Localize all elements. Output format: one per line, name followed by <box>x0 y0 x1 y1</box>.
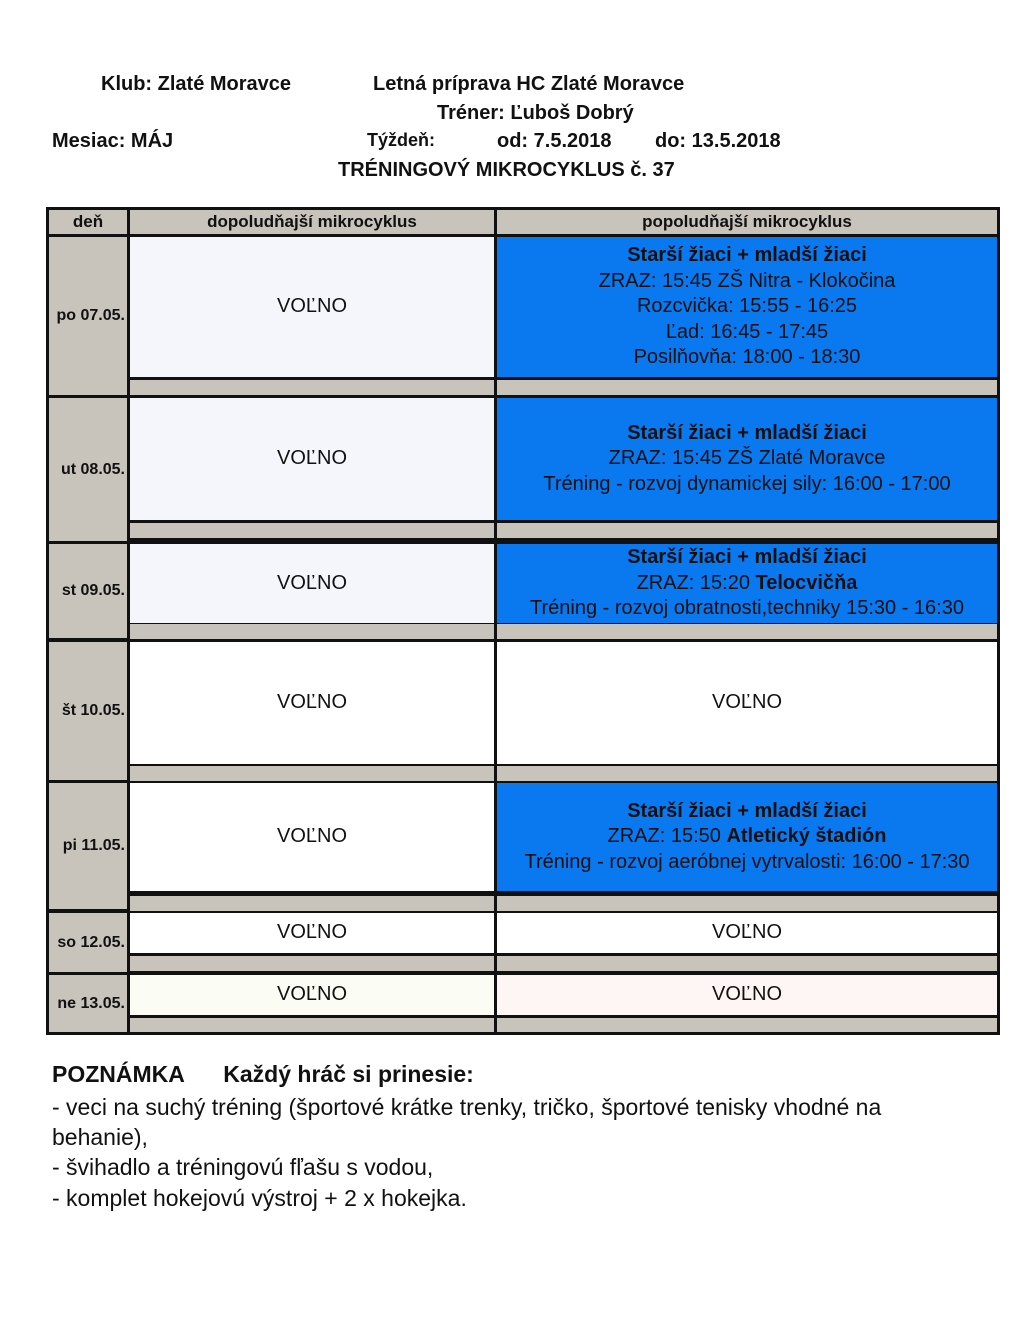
row-strip <box>130 1018 494 1032</box>
row-strip <box>130 380 494 395</box>
am-text: VOĽNO <box>276 447 348 470</box>
row-strip <box>497 956 997 971</box>
am-text: VOĽNO <box>276 825 348 848</box>
group-title: Starší žiaci + mladší žiaci <box>627 421 867 444</box>
am-cell <box>130 642 494 764</box>
note-line: behanie), <box>52 1124 148 1150</box>
note-line: - švihadlo a tréningovú fľašu s vodou, <box>52 1154 434 1180</box>
row-strip <box>130 896 494 911</box>
pm-meeting-line <box>608 824 887 850</box>
note-intro: Každý hráč si prinesie: <box>223 1061 474 1087</box>
day-cell <box>49 398 127 541</box>
row-strip <box>130 523 494 538</box>
pm-line: ZRAZ: 15:45 ZŠ Zlaté Moravce <box>608 447 886 470</box>
pm-cell <box>497 783 997 891</box>
week-from: od: 7.5.2018 <box>497 130 612 152</box>
am-cell <box>130 398 494 520</box>
pm-cell <box>497 913 997 953</box>
pm-cell <box>497 642 997 764</box>
pm-line: Tréning - rozvoj dynamickej sily: 16:00 - 17:00 <box>543 472 951 495</box>
camp-title: Letná príprava HC Zlaté Moravce <box>373 73 685 95</box>
row-strip <box>497 896 997 911</box>
meeting-time: ZRAZ: 15:50 <box>607 825 721 848</box>
am-cell <box>130 913 494 953</box>
group-title: Starší žiaci + mladší žiaci <box>627 546 867 569</box>
am-cell <box>130 544 494 623</box>
pm-line: Tréning - rozvoj aeróbnej vytrvalosti: 16:00 - 17:30 <box>524 850 970 873</box>
note-line: - veci na suchý tréning (športové krátke trenky, tričko, športové tenisky vhodné na <box>52 1094 882 1120</box>
day-cell <box>49 913 127 972</box>
am-text: VOĽNO <box>276 571 348 594</box>
week-label: Týždeň: <box>367 130 436 150</box>
pm-line: Posilňovňa: 18:00 - 18:30 <box>633 346 861 369</box>
am-cell <box>130 975 494 1015</box>
col-header-am: dopoludňajší mikrocyklus <box>130 210 494 235</box>
pm-line: Tréning - rozvoj obratnosti,techniky 15:30 - 16:30 <box>530 597 964 620</box>
am-text: VOĽNO <box>276 983 348 1006</box>
day-label: so 12.05. <box>57 933 125 951</box>
group-title: Starší žiaci + mladší žiaci <box>627 244 867 267</box>
row-strip <box>497 380 997 395</box>
col-header-pm: popoludňajší mikrocyklus <box>497 210 997 235</box>
pm-text: VOĽNO <box>711 921 783 944</box>
microcycle-title: TRÉNINGOVÝ MIKROCYKLUS č. 37 <box>338 159 675 181</box>
pm-cell <box>497 975 997 1015</box>
am-text: VOĽNO <box>276 921 348 944</box>
am-text: VOĽNO <box>276 295 348 318</box>
group-title: Starší žiaci + mladší žiaci <box>627 799 867 822</box>
day-cell <box>49 642 127 780</box>
day-cell <box>49 544 127 638</box>
week-to: do: 13.5.2018 <box>655 130 781 152</box>
pm-cell <box>497 237 997 377</box>
pm-cell <box>497 544 997 623</box>
day-cell <box>49 783 127 909</box>
schedule-table <box>46 207 1000 1035</box>
day-label: po 07.05. <box>56 307 125 324</box>
pm-line: ZRAZ: 15:45 ZŠ Nitra - Klokočina <box>598 269 896 292</box>
meeting-place: Telocvičňa <box>755 571 858 594</box>
club-name: Klub: Zlaté Moravce <box>101 73 292 95</box>
note-label: POZNÁMKA <box>52 1061 185 1087</box>
day-cell <box>49 237 127 395</box>
note-line: - komplet hokejovú výstroj + 2 x hokejka. <box>52 1185 467 1211</box>
day-label: št 10.05. <box>61 702 125 719</box>
month-label: Mesiac: MÁJ <box>52 130 174 152</box>
day-cell <box>49 975 127 1032</box>
day-label: st 09.05. <box>61 582 125 599</box>
day-label: ut 08.05. <box>60 460 125 478</box>
pm-line: Ľad: 16:45 - 17:45 <box>665 320 829 343</box>
pm-cell <box>497 398 997 520</box>
meeting-time: ZRAZ: 15:20 <box>636 571 750 594</box>
row-strip <box>130 956 494 971</box>
row-strip <box>497 624 997 639</box>
note-heading <box>52 1061 474 1088</box>
am-cell <box>130 783 494 891</box>
pm-line: Rozcvička: 15:55 - 16:25 <box>636 295 858 318</box>
am-cell <box>130 237 494 377</box>
am-text: VOĽNO <box>276 691 348 714</box>
day-label: ne 13.05. <box>57 994 125 1012</box>
pm-meeting-line <box>637 571 858 597</box>
row-strip <box>130 624 494 639</box>
pm-text: VOĽNO <box>711 691 783 714</box>
coach-name: Tréner: Ľuboš Dobrý <box>437 102 634 124</box>
row-strip <box>497 523 997 538</box>
col-header-day: deň <box>49 210 127 235</box>
row-strip <box>130 766 494 781</box>
meeting-place: Atletický štadión <box>726 825 887 848</box>
day-label: pi 11.05. <box>62 837 125 854</box>
pm-text: VOĽNO <box>711 983 783 1006</box>
row-strip <box>497 1018 997 1032</box>
row-strip <box>497 766 997 781</box>
